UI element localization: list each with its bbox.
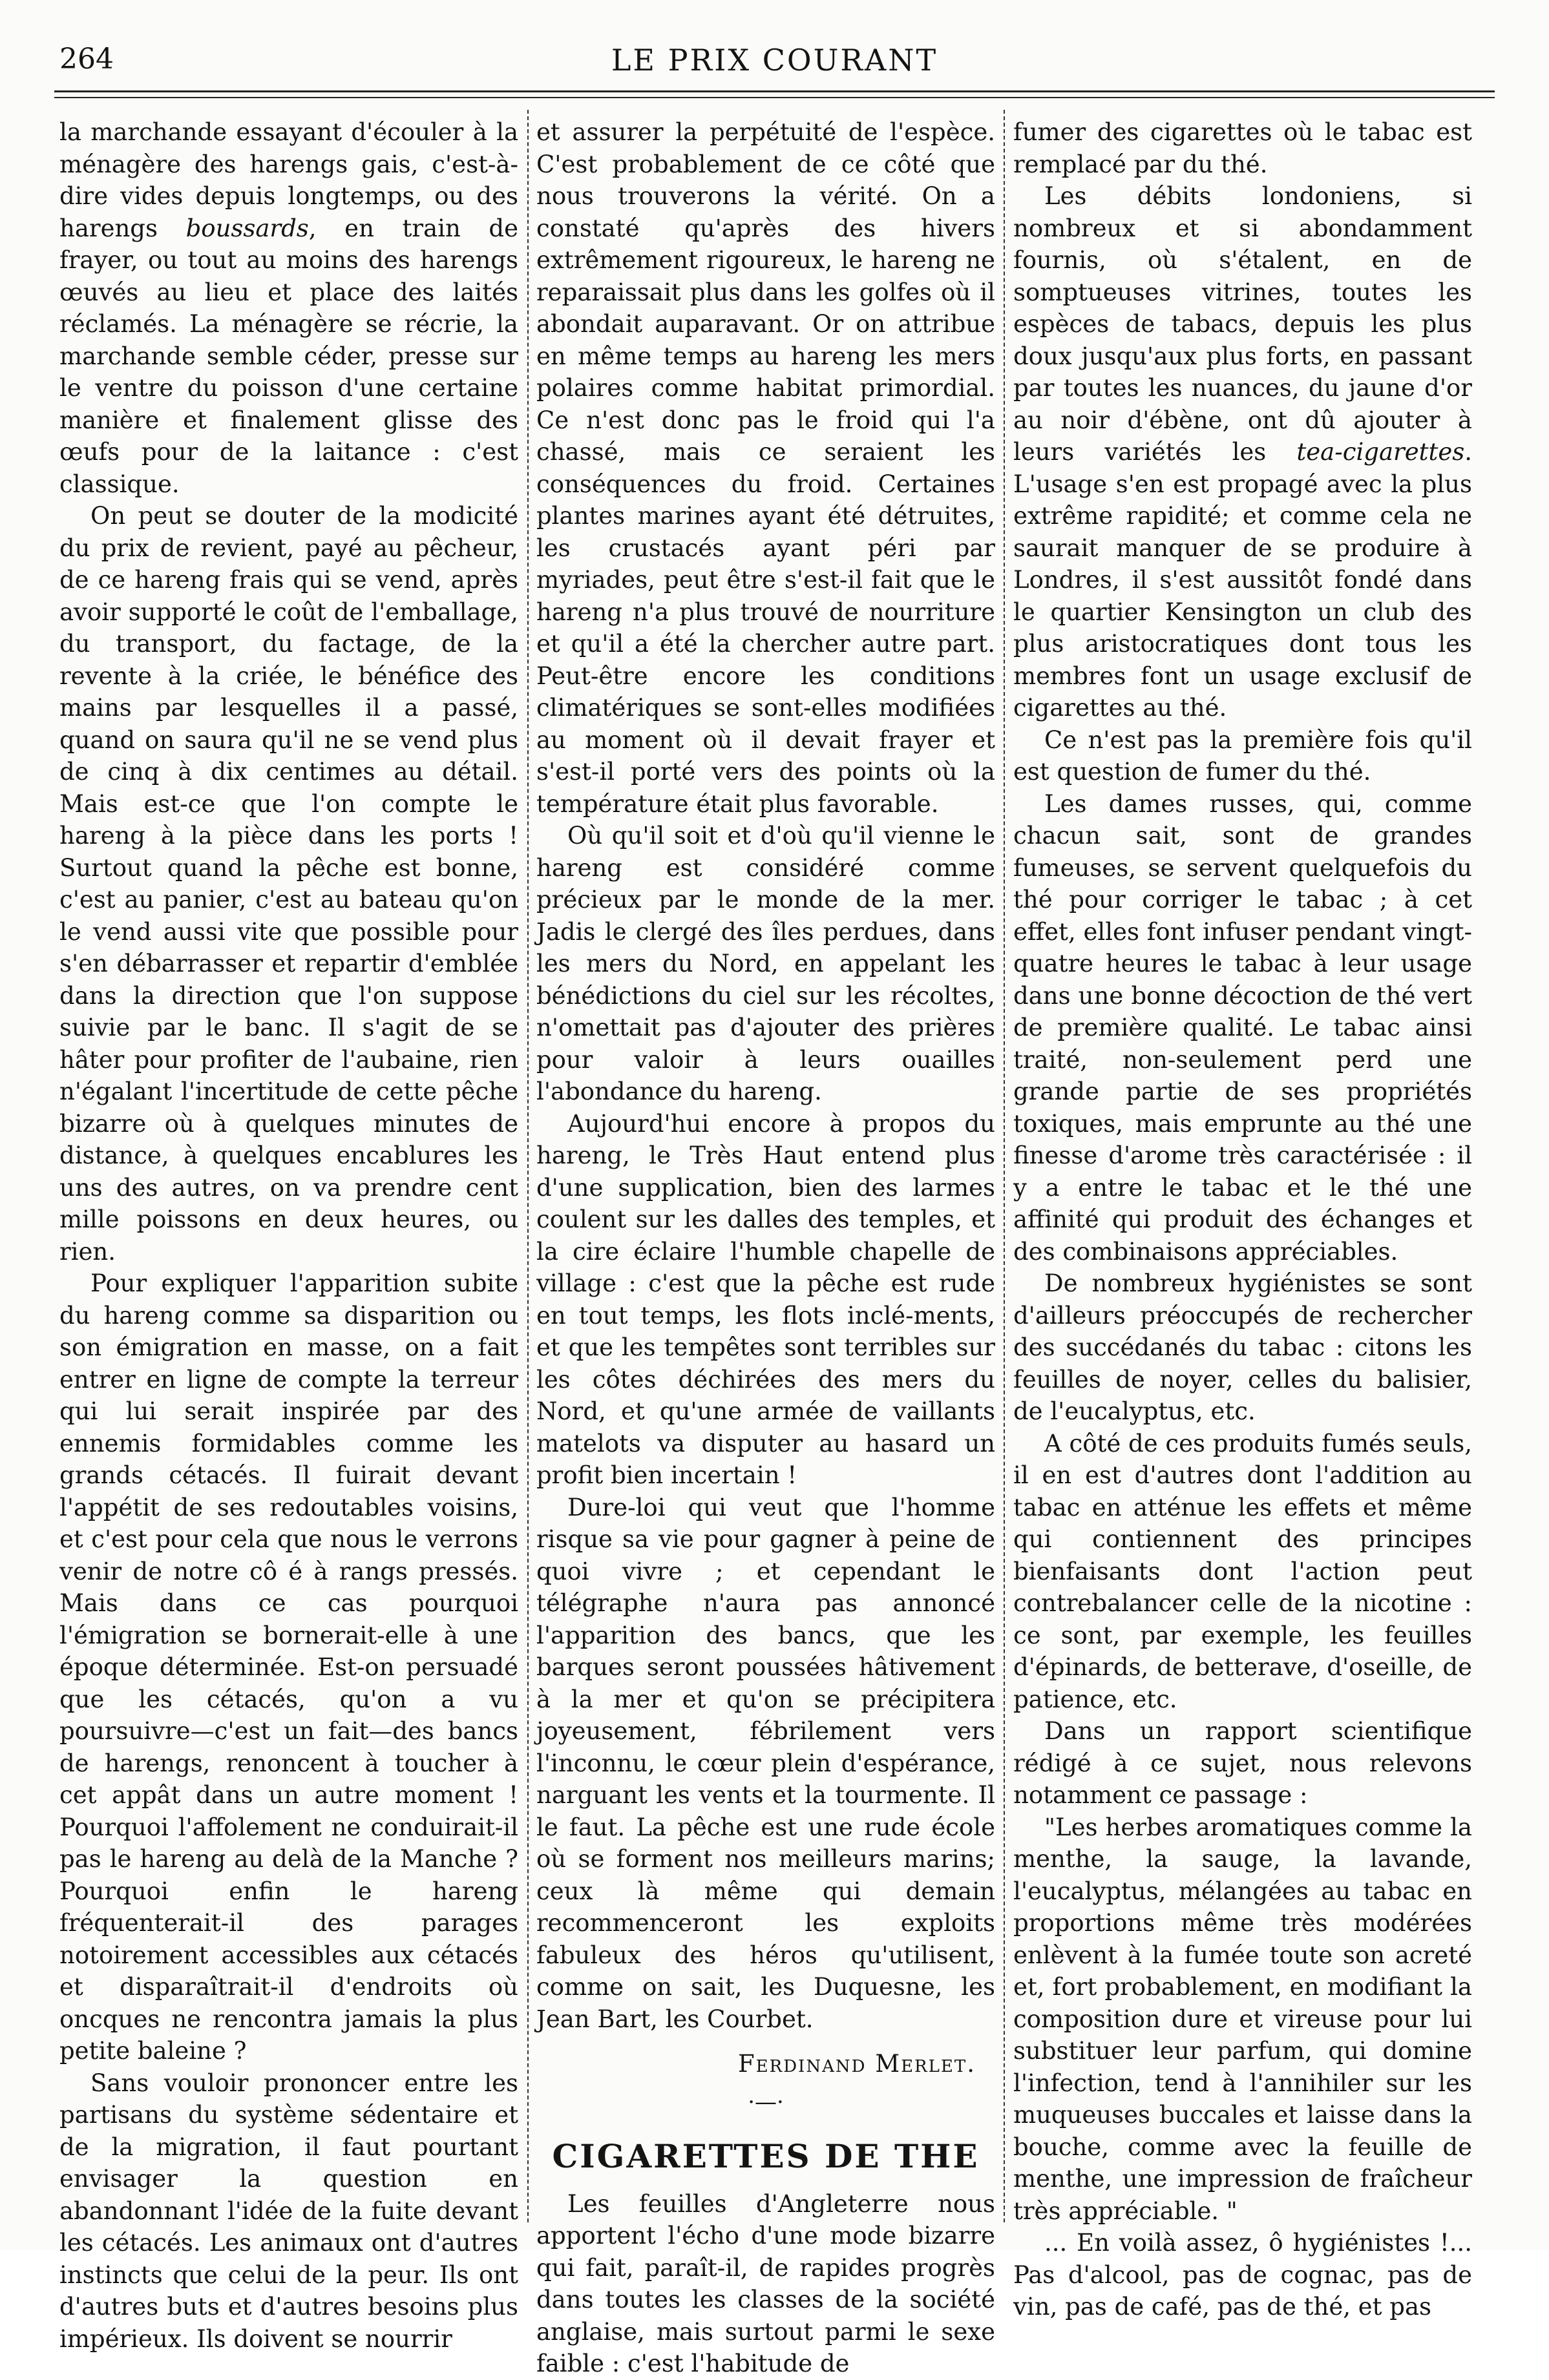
- paragraph: fumer des cigarettes où le tabac est remplacé par du thé.: [1013, 118, 1472, 178]
- paragraph: A côté de ces produits fumés seuls, il en est d'autres dont l'addition au tabac en atténue les effets et même qui contiennent des principes bienfaisants dont l'action peut contrebalancer celle de la nicotine : ce sont, par exemple, les feuilles d'épinards, de betterave, d'oseille, de patience, etc.: [1013, 1429, 1472, 1713]
- italic-term: tea-cigarettes: [1296, 438, 1465, 466]
- paragraph: Les dames russes, qui, comme chacun sait, sont de grandes fumeuses, se servent quelquefois du thé pour corriger le tabac ; à cet effet, elles font infuser pendant vingt-quatre heures le tabac à leur usage dans une bonne décoction de thé vert de première qualité. Le tabac ainsi traité, non-seulement perd une grande partie de ses propriétés toxiques, mais emprunte au thé une finesse d'arome très caractérisée : il y a entre le tabac et le thé une affinité qui produit des échanges et des combinaisons appréciables.: [1013, 789, 1472, 1266]
- quoted-paragraph: "Les herbes aromatiques comme la menthe, la sauge, la lavande, l'eucalyptus, mélangées au tabac en proportions même très modérées enlèvent à la fumée toute son acreté et, fort probablement, en modifiant la composition dure et vireuse pour lui substituer leur parfum, qui domine l'infection, tend à l'annihiler sur les muqueuses buccales et laisse dans la bouche, comme avec la feuille de menthe, une impression de fraîcheur très appréciable. ": [1013, 1813, 1472, 2225]
- paragraph: Dans un rapport scientifique rédigé à ce sujet, nous relevons notamment ce passage :: [1013, 1717, 1472, 1809]
- paragraph: Les débits londoniens, si nombreux et si abondamment fournis, où s'étalent, en de somptueuses vitrines, toutes les espèces de tabacs, depuis les plus doux jusqu'aux plus forts, en passant par toutes les nuances, du jaune d'or au noir d'ébène, ont dû ajouter à leurs variétés les tea-cigarettes. L'usage s'en est propagé avec la plus extrême rapidité; et comme cela ne saurait manquer de se produire à Londres, il s'est aussitôt fondé dans le quartier Kensington un club des plus aristocratiques dont tous les membres font un usage exclusif de cigarettes au thé.: [1013, 182, 1473, 722]
- paragraph: Aujourd'hui encore à propos du hareng, le Très Haut entend plus d'une supplication, bien des larmes coulent sur les dalles des temples, et la cire éclaire l'humble chapelle de village : c'est que la pêche est rude en tout temps, les flots inclé-ments, et que les tempêtes sont terribles sur les côtes déchirées des mers du Nord, et qu'une armée de vaillants matelots va disputer au hasard un profit bien incertain !: [536, 1109, 995, 1489]
- paragraph: et assurer la perpétuité de l'espèce. C'est probablement de ce côté que nous trouverons la vérité. On a constaté qu'après des hivers extrêmement rigoureux, le hareng ne reparaissait plus dans les golfes où il abondait auparavant. Or on attribue en même temps au hareng les mers polaires comme habitat primordial. Ce n'est donc pas le froid qui l'a chassé, mais ce seraient les conséquences du froid. Certaines plantes marines ayant été détruites, les crustacés ayant péri par myriades, peut être s'est-il fait que le hareng n'a plus trouvé de nourriture et qu'il a été la chercher autre part. Peut-être encore les conditions climatériques se sont-elles modifiées au moment où il devait frayer et s'est-il porté vers des points où la température était plus favorable.: [536, 118, 995, 818]
- author-signature: Ferdinand Merlet.: [737, 2050, 976, 2078]
- column-3: [1013, 116, 1472, 2323]
- paragraph: Les feuilles d'Angleterre nous apportent l'écho d'une mode bizarre qui fait, paraît-il, de rapides progrès dans toutes les classes de la société anglaise, mais surtout parmi le sexe faible : c'est l'habitude de: [536, 2189, 995, 2377]
- paragraph: Où qu'il soit et d'où qu'il vienne le hareng est considéré comme précieux par le monde de la mer. Jadis le clergé des îles perdues, dans les mers du Nord, en appelant les bénédictions du ciel sur les récoltes, n'omettait pas d'ajouter des prières pour valoir à leurs ouailles l'abondance du hareng.: [536, 822, 995, 1105]
- running-title: LE PRIX COURANT: [611, 43, 938, 78]
- column-divider-1: [527, 110, 529, 2222]
- paragraph: la marchande essayant d'écouler à la ménagère des harengs gais, c'est-à-dire vides depuis longtemps, ou des harengs boussards, en train de frayer, ou tout au moins des harengs œuvés au lieu et place des laités réclamés. La ménagère se récrie, la marchande semble céder, presse sur le ventre du poisson d'une certaine manière et finalement glisse des œufs pour de la laitance : c'est classique.: [59, 118, 518, 498]
- paragraph: ... En voilà assez, ô hygiénistes !... Pas d'alcool, pas de cognac, pas de vin, pas de café, pas de thé, et pas: [1013, 2229, 1472, 2321]
- paragraph: Ce n'est pas la première fois qu'il est question de fumer du thé.: [1013, 725, 1472, 786]
- paragraph: Pour expliquer l'apparition subite du hareng comme sa disparition ou son émigration en masse, on a fait entrer en ligne de compte la terreur qui lui serait inspirée par des ennemis formidables comme les grands cétacés. Il fuirait devant l'appétit de ses redoutables voisins, et c'est pour cela que nous le verrons venir de notre cô é à rangs pressés. Mais dans ce cas pourquoi l'émigration se bornerait-elle à une époque déterminée. Est-on persuadé que les cétacés, qu'on a vu poursuivre—c'est un fait—des bancs de harengs, renoncent à toucher à cet appât dans un autre moment ! Pourquoi l'affolement ne conduirait-il pas le hareng au delà de la Manche ? Pourquoi enfin le hareng fréquenterait-il des parages notoirement accessibles aux cétacés et disparaîtrait-il d'endroits où oncques ne rencontra jamais la plus petite baleine ?: [59, 1269, 518, 2065]
- column-2: [536, 116, 995, 2380]
- header-rule: [54, 90, 1495, 92]
- paragraph: De nombreux hygiénistes se sont d'ailleurs préoccupés de rechercher des succédanés du tabac : citons les feuilles de noyer, celles du balisier, de l'eucalyptus, etc.: [1013, 1269, 1472, 1425]
- page-number: 264: [59, 43, 114, 76]
- paragraph: Sans vouloir prononcer entre les partisans du système sédentaire et de la migration, il faut pourtant envisager la question en abandonnant l'idée de la fuite devant les cétacés. Les animaux ont d'autres instincts que celui de la peur. Ils ont d'autres buts et d'autres besoins plus impérieux. Ils doivent se nourrir: [59, 2069, 518, 2353]
- page-header: [54, 39, 1495, 84]
- header-rule-secondary: [54, 97, 1495, 98]
- section-title: CIGARETTES DE THE: [552, 2137, 980, 2175]
- column-divider-2: [1004, 110, 1005, 2222]
- column-1: [59, 116, 518, 2355]
- paragraph: Dure-loi qui veut que l'homme risque sa vie pour gagner à peine de quoi vivre ; et cependant le télégraphe n'aura pas annoncé l'apparition des bancs, que les barques seront poussées hâtivement à la mer et qu'on se précipitera joyeusement, fébrilement vers l'inconnu, le cœur plein d'espérance, narguant les vents et la tourmente. Il le faut. La pêche est une rude école où se forment nos meilleurs marins; ceux là même qui demain recommenceront les exploits fabuleux des héros qu'utilisent, comme on sait, les Duquesne, les Jean Bart, les Courbet.: [536, 1493, 995, 2033]
- italic-term: boussards: [185, 214, 309, 242]
- separator-ornament: ·—·: [748, 2089, 784, 2115]
- paragraph: On peut se douter de la modicité du prix de revient, payé au pêcheur, de ce hareng frais qui se vend, après avoir supporté le coût de l'emballage, du transport, du factage, de la revente à la criée, le bénéfice des mains par lesquelles il a passé, quand on saura qu'il ne se vend plus de cinq à dix centimes au détail. Mais est-ce que l'on compte le hareng à la pièce dans les ports ! Surtout quand la pêche est bonne, c'est au panier, c'est au bateau qu'on le vend aussi vite que possible pour s'en débarrasser et repartir d'emblée dans la direction que l'on suppose suivie par le banc. Il s'agit de se hâter pour profiter de l'aubaine, rien n'égalant l'incertitude de cette pêche bizarre où à quelques minutes de distance, à quelques encablures les uns des autres, on va prendre cent mille poissons en deux heures, ou rien.: [59, 502, 518, 1266]
